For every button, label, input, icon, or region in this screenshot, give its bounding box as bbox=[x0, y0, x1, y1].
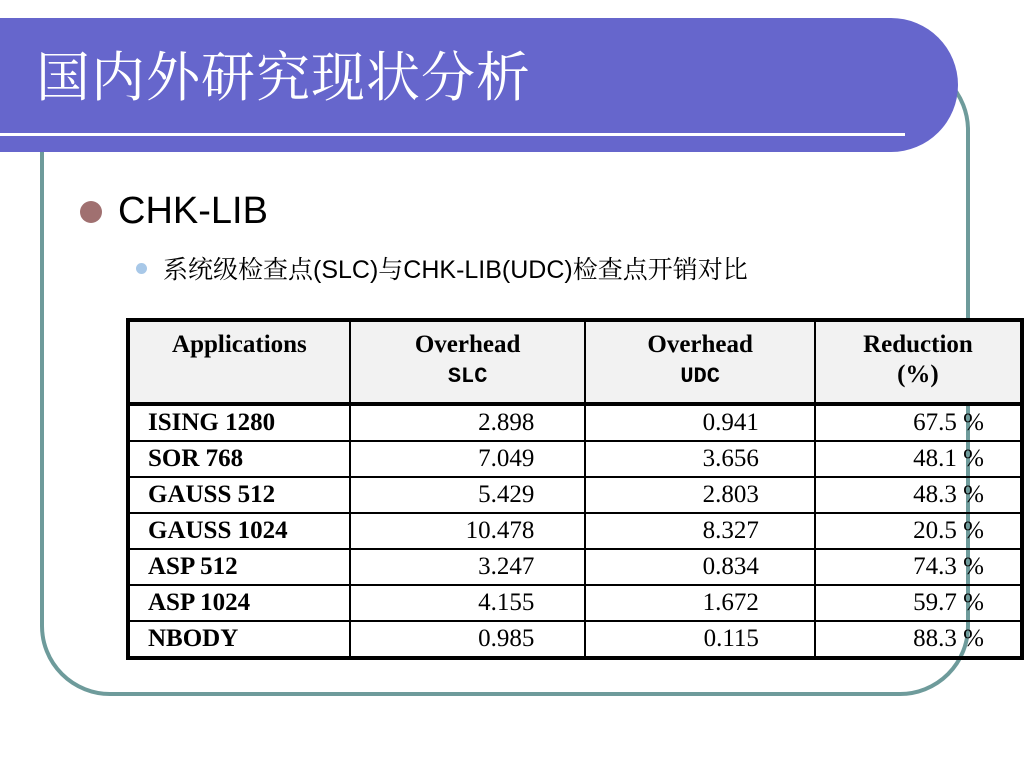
cell-overhead-slc: 2.898 bbox=[350, 404, 586, 441]
header-overhead-slc bbox=[350, 320, 586, 404]
cell-application: NBODY bbox=[128, 621, 350, 658]
table-row bbox=[128, 477, 1022, 513]
table-row bbox=[128, 513, 1022, 549]
cell-application: ISING 1280 bbox=[128, 404, 350, 441]
header-line2: UDC bbox=[680, 364, 720, 389]
bullet-level1 bbox=[80, 190, 268, 233]
cell-overhead-udc: 8.327 bbox=[585, 513, 814, 549]
cell-overhead-slc: 5.429 bbox=[350, 477, 586, 513]
cell-reduction: 67.5 % bbox=[815, 404, 1022, 441]
header-line1: Overhead bbox=[414, 331, 521, 358]
cell-reduction: 59.7 % bbox=[815, 585, 1022, 621]
header-applications bbox=[128, 320, 350, 404]
table-row bbox=[128, 441, 1022, 477]
cell-overhead-slc: 3.247 bbox=[350, 549, 586, 585]
cell-overhead-udc: 0.941 bbox=[585, 404, 814, 441]
cell-overhead-slc: 7.049 bbox=[350, 441, 586, 477]
table-row bbox=[128, 585, 1022, 621]
cell-reduction: 74.3 % bbox=[815, 549, 1022, 585]
overhead-table-wrapper bbox=[126, 318, 1024, 660]
title-underline bbox=[0, 133, 905, 136]
cell-reduction: 48.1 % bbox=[815, 441, 1022, 477]
bullet-dot-icon bbox=[80, 201, 102, 223]
cell-reduction: 48.3 % bbox=[815, 477, 1022, 513]
bullet-level2 bbox=[136, 250, 748, 286]
cell-overhead-udc: 0.834 bbox=[585, 549, 814, 585]
cell-application: SOR 768 bbox=[128, 441, 350, 477]
cell-overhead-udc: 1.672 bbox=[585, 585, 814, 621]
header-line2: SLC bbox=[447, 364, 488, 389]
table-row bbox=[128, 549, 1022, 585]
bullet-level2-text: 系统级检查点(SLC)与CHK-LIB(UDC)检查点开销对比 bbox=[163, 256, 748, 284]
header-overhead-udc bbox=[585, 320, 814, 404]
cell-application: GAUSS 1024 bbox=[128, 513, 350, 549]
header-reduction bbox=[815, 320, 1022, 404]
bullet-level1-text: CHK-LIB bbox=[118, 190, 268, 232]
cell-reduction: 88.3 % bbox=[815, 621, 1022, 658]
bullet-dot-icon bbox=[136, 263, 147, 274]
header-line1: Reduction bbox=[863, 331, 973, 358]
cell-reduction: 20.5 % bbox=[815, 513, 1022, 549]
header-line2: (%) bbox=[897, 361, 939, 388]
cell-application: ASP 512 bbox=[128, 549, 350, 585]
cell-overhead-udc: 3.656 bbox=[585, 441, 814, 477]
overhead-comparison-table bbox=[126, 318, 1024, 660]
slide-title: 国内外研究现状分析 bbox=[36, 46, 531, 109]
table-row bbox=[128, 404, 1022, 441]
cell-overhead-slc: 10.478 bbox=[350, 513, 586, 549]
header-line1: Applications bbox=[172, 331, 307, 358]
table-header-row bbox=[128, 320, 1022, 404]
cell-application: ASP 1024 bbox=[128, 585, 350, 621]
cell-application: GAUSS 512 bbox=[128, 477, 350, 513]
cell-overhead-slc: 4.155 bbox=[350, 585, 586, 621]
cell-overhead-udc: 0.115 bbox=[585, 621, 814, 658]
cell-overhead-slc: 0.985 bbox=[350, 621, 586, 658]
header-line1: Overhead bbox=[647, 331, 753, 358]
table-row bbox=[128, 621, 1022, 658]
cell-overhead-udc: 2.803 bbox=[585, 477, 814, 513]
